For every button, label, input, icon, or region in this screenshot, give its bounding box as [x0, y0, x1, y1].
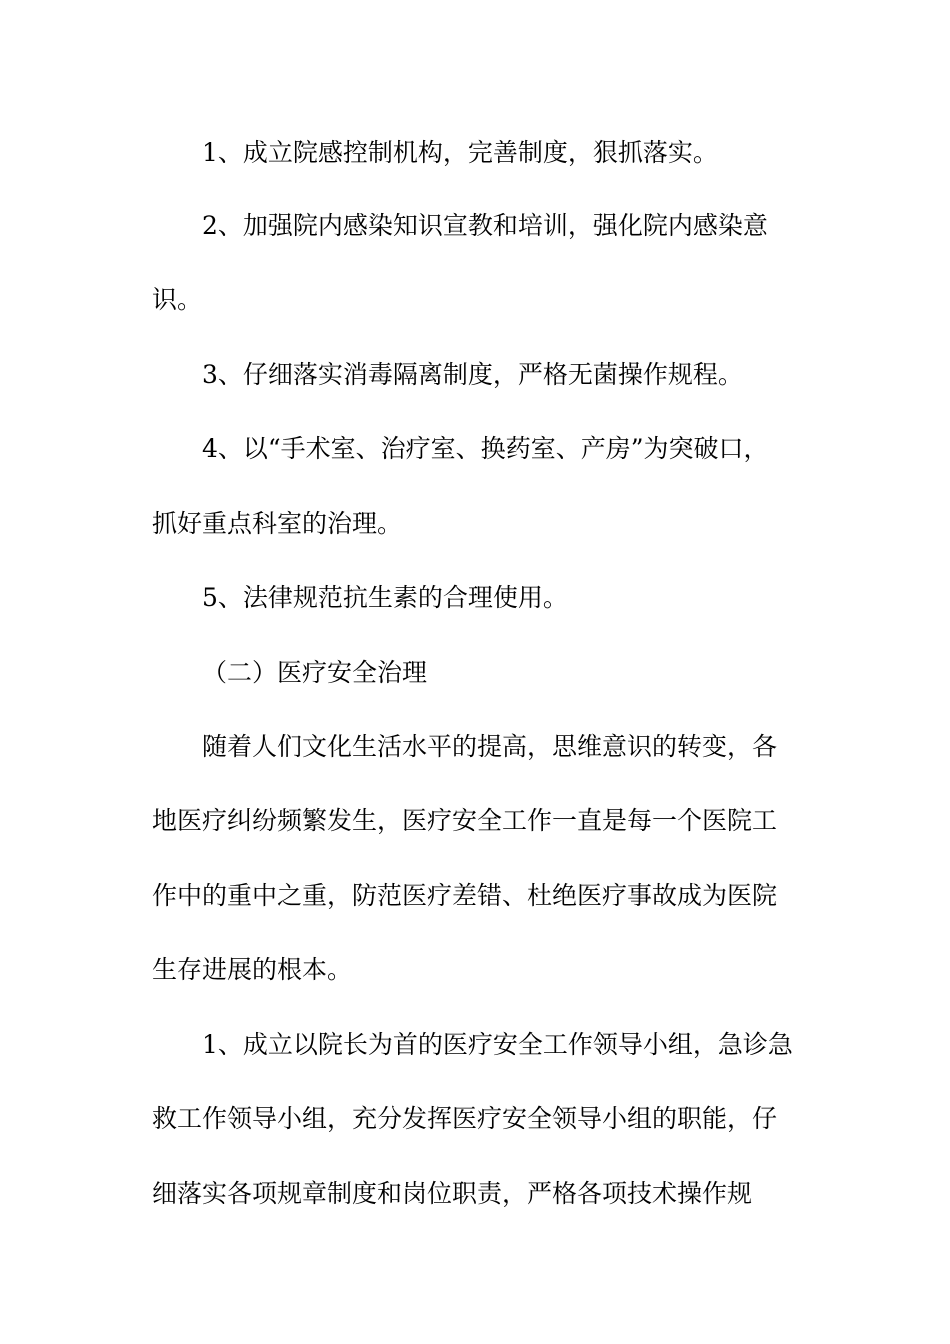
- paragraph-line: 3、仔细落实消毒隔离制度，严格无菌操作规程。: [202, 360, 743, 389]
- paragraph-line: 抓好重点科室的治理。: [152, 509, 403, 538]
- paragraph-line: 识。: [152, 285, 203, 314]
- paragraph-line: 5、法律规范抗生素的合理使用。: [202, 583, 568, 612]
- section-heading: （二）医疗安全治理: [202, 658, 428, 687]
- paragraph-line: 作中的重中之重，防范医疗差错、杜绝医疗事故成为医院: [152, 881, 778, 910]
- paragraph-line: 随着人们文化生活水平的提高，思维意识的转变，各: [202, 732, 778, 761]
- paragraph-line: 4、以“手术室、治疗室、换药室、产房”为突破口，: [202, 434, 769, 463]
- paragraph-line: 救工作领导小组，充分发挥医疗安全领导小组的职能，仔: [152, 1104, 778, 1133]
- paragraph-line: 2、加强院内感染知识宣教和培训，强化院内感染意: [202, 211, 768, 240]
- paragraph-line: 生存进展的根本。: [152, 955, 353, 984]
- paragraph-line: 1、成立以院长为首的医疗安全工作领导小组，急诊急: [202, 1030, 793, 1059]
- paragraph-line: 地医疗纠纷频繁发生，医疗安全工作一直是每一个医院工: [152, 806, 778, 835]
- paragraph-line: 细落实各项规章制度和岗位职责，严格各项技术操作规: [152, 1179, 753, 1208]
- paragraph-line: 1、成立院感控制机构，完善制度，狠抓落实。: [202, 138, 718, 167]
